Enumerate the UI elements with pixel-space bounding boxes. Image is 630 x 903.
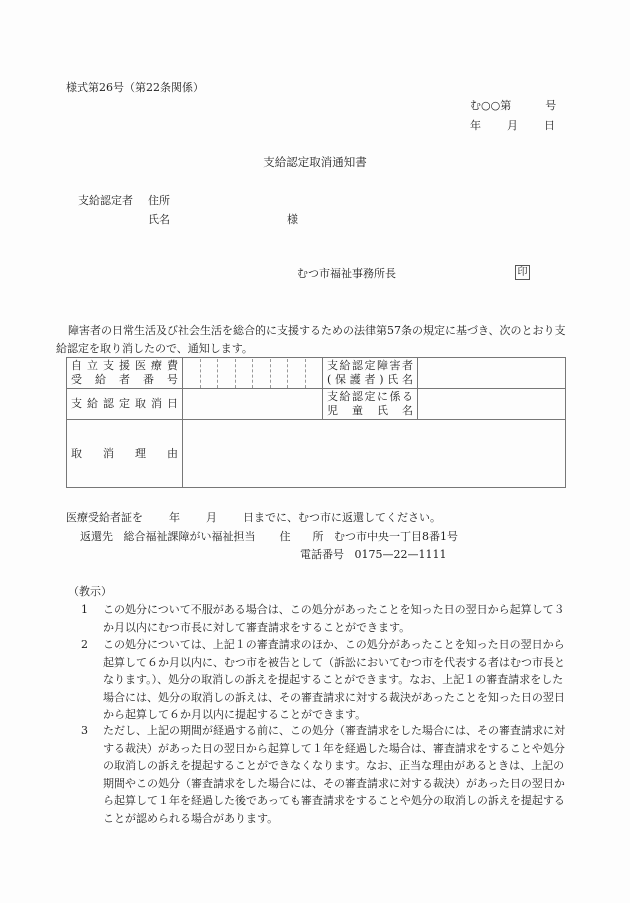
instruction-item xyxy=(81,722,571,827)
form-number: 様式第26号（第22条関係） xyxy=(66,81,204,94)
item-text: この処分については、上記１の審査請求のほか、この処分があったことを知った日の翌日から起算して６か月以内に、むつ市を被告として（訴訟においてむつ市を代表する者はむつ市長となります。）、処分の取消しの訴えを提起することができます。なお、上記１の審査請求をした場合には、処分の取消しの訴えは、その審査請求に対する裁決があったことを知った日の翌日から起算して６か月以内に提起することができます。 xyxy=(103,638,565,721)
guardian-name-field[interactable] xyxy=(418,358,566,389)
instruction-item xyxy=(81,636,571,724)
label-line: 支給認定に係る xyxy=(327,390,413,403)
guardian-name-label xyxy=(323,358,418,389)
address-label: 住 所 xyxy=(279,530,324,543)
recipient-label: 支給認定者 xyxy=(78,194,133,207)
seal-icon: 印 xyxy=(515,265,530,280)
cancellation-date-field[interactable] xyxy=(183,389,323,420)
recipient-number-label xyxy=(67,358,183,389)
label-line: 児童氏名 xyxy=(327,404,413,417)
return-to-label: 返還先 xyxy=(80,530,113,543)
digit-box[interactable] xyxy=(236,359,254,388)
document-title: 支給認定取消通知書 xyxy=(263,155,367,169)
table-row xyxy=(67,358,566,389)
item-text: ただし、上記の期間が経過する前に、この処分（審査請求をした場合には、その審査請求に対する裁決）があった日の翌日から起算して１年を経過した場合は、審査請求をすることや処分の取消しの訴えを提起することができなくなります。なお、正当な理由があるときは、上記の期間やこの処分（審査請求をした場合には、その審査請求に対する裁決）があった日の翌日から起算して１年を経過した後であっても審査請求をすることや処分の取消しの訴えを提起することが認められる場合があります。 xyxy=(103,724,565,825)
reference-number xyxy=(470,100,556,111)
item-number: 1 xyxy=(81,603,88,616)
digit-box[interactable] xyxy=(288,359,306,388)
honorific: 様 xyxy=(287,213,298,226)
ref-prefix: む○○第 xyxy=(470,99,512,112)
cancellation-reason-label: 取消理由 xyxy=(67,420,183,488)
phone-label: 電話番号 xyxy=(300,548,344,561)
return-prefix: 医療受給者証を xyxy=(66,511,143,524)
return-month: 月 xyxy=(206,511,217,524)
cancellation-reason-field[interactable] xyxy=(183,420,566,488)
date-month: 月 xyxy=(507,119,518,132)
table-row xyxy=(67,389,566,420)
address: むつ市中央一丁目8番1号 xyxy=(334,530,458,543)
intro-paragraph: 障害者の日常生活及び社会生活を総合的に支援するための法律第57条の規定に基づき、次のとおり支給認定を取り消したので、通知します。 xyxy=(56,324,566,355)
digit-boxes xyxy=(183,359,322,388)
child-name-field[interactable] xyxy=(418,389,566,420)
digit-box[interactable] xyxy=(306,359,323,388)
digit-box[interactable] xyxy=(201,359,219,388)
date-day: 日 xyxy=(544,119,555,132)
recipient-number-field[interactable] xyxy=(183,358,323,389)
item-text: この処分について不服がある場合は、この処分があったことを知った日の翌日から起算して３か月以内にむつ市長に対して審査請求をすることができます。 xyxy=(103,603,565,634)
date-year: 年 xyxy=(470,119,481,132)
digit-box[interactable] xyxy=(253,359,271,388)
instruction-item xyxy=(81,601,571,636)
recipient-address-label: 住所 xyxy=(148,194,170,207)
digit-box[interactable] xyxy=(183,359,201,388)
return-suffix: 日までに、むつ市に返還してください。 xyxy=(243,511,441,524)
return-to: 総合福祉課障がい福祉担当 xyxy=(123,530,256,543)
ref-suffix: 号 xyxy=(545,99,557,112)
phone xyxy=(300,549,447,560)
info-table xyxy=(66,357,566,488)
return-destination xyxy=(80,531,458,542)
instructions-heading: （教示） xyxy=(68,585,112,598)
label-line: (保護者)氏名 xyxy=(327,373,413,386)
recipient-name-label: 氏名 xyxy=(148,213,170,226)
digit-box[interactable] xyxy=(271,359,289,388)
table-row xyxy=(67,420,566,488)
digit-box[interactable] xyxy=(218,359,236,388)
cancellation-date-label: 支給認定取消日 xyxy=(67,389,183,420)
label-line: 受給者番号 xyxy=(71,373,178,386)
item-number: 2 xyxy=(81,638,88,651)
return-deadline xyxy=(66,512,441,523)
item-number: 3 xyxy=(81,724,88,737)
issue-date xyxy=(470,120,555,131)
issuer-name: むつ市福祉事務所長 xyxy=(297,267,396,280)
label-line: 自立支援医療費 xyxy=(71,359,178,372)
phone-number: 0175—22—1111 xyxy=(354,548,447,561)
return-year: 年 xyxy=(169,511,180,524)
label-line: 支給認定障害者 xyxy=(327,359,413,372)
child-name-label xyxy=(323,389,418,420)
